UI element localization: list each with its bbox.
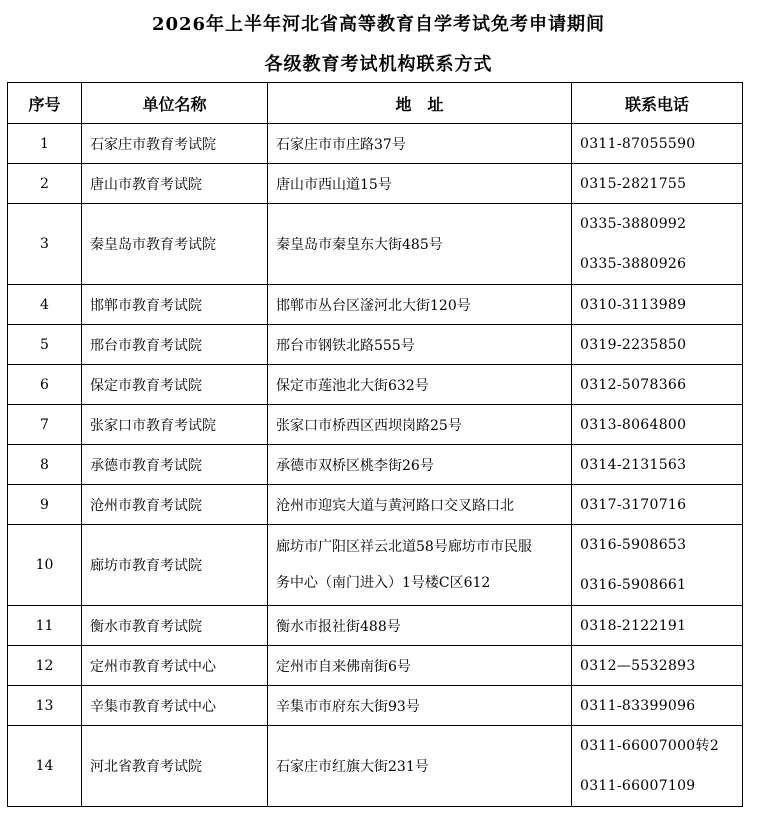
cell-address xyxy=(268,646,572,686)
cell-unit-name: 河北省教育考试院 xyxy=(82,726,268,807)
cell-address xyxy=(268,204,572,285)
cell-address xyxy=(268,365,572,405)
cell-unit-name: 石家庄市教育考试院 xyxy=(82,124,268,164)
address-line: 辛集市市府东大街93号 xyxy=(276,698,420,715)
cell-phone xyxy=(572,525,743,606)
phone-number: 0311-66007109 xyxy=(580,778,696,794)
cell-seq: 12 xyxy=(8,646,82,686)
cell-unit-name: 邢台市教育考试院 xyxy=(82,325,268,365)
header-name: 单位名称 xyxy=(82,83,268,124)
cell-address xyxy=(268,124,572,164)
cell-unit-name: 秦皇岛市教育考试院 xyxy=(82,204,268,285)
address-line: 沧州市迎宾大道与黄河路口交叉路口北 xyxy=(276,497,514,514)
table-body xyxy=(8,124,743,807)
cell-phone xyxy=(572,285,743,325)
table-row xyxy=(8,525,743,606)
address-line: 石家庄市市庄路37号 xyxy=(276,136,406,153)
cell-seq: 9 xyxy=(8,485,82,525)
cell-seq: 13 xyxy=(8,686,82,726)
address-line: 务中心（南门进入）1号楼C区612 xyxy=(276,575,491,591)
header-phone: 联系电话 xyxy=(572,83,743,124)
cell-unit-name: 张家口市教育考试院 xyxy=(82,405,268,445)
phone-number: 0310-3113989 xyxy=(580,296,687,313)
cell-unit-name: 沧州市教育考试院 xyxy=(82,485,268,525)
cell-seq: 7 xyxy=(8,405,82,445)
cell-phone xyxy=(572,124,743,164)
cell-seq: 3 xyxy=(8,204,82,285)
address-line: 秦皇岛市秦皇东大街485号 xyxy=(276,237,443,253)
phone-number: 0311-83399096 xyxy=(580,697,696,714)
cell-seq: 5 xyxy=(8,325,82,365)
cell-phone xyxy=(572,164,743,204)
cell-address xyxy=(268,445,572,485)
cell-unit-name: 邯郸市教育考试院 xyxy=(82,285,268,325)
address-line: 廊坊市广阳区祥云北道58号廊坊市市民服 xyxy=(276,539,532,555)
table-row xyxy=(8,686,743,726)
cell-unit-name: 定州市教育考试中心 xyxy=(82,646,268,686)
cell-seq: 2 xyxy=(8,164,82,204)
cell-address xyxy=(268,485,572,525)
table-row xyxy=(8,726,743,807)
table-row xyxy=(8,405,743,445)
cell-phone xyxy=(572,485,743,525)
cell-phone xyxy=(572,325,743,365)
phone-number: 0335-3880992 xyxy=(580,216,687,232)
header-seq: 序号 xyxy=(8,83,82,124)
contact-table xyxy=(7,82,743,807)
phone-number: 0316-5908653 xyxy=(580,537,687,553)
table-row xyxy=(8,285,743,325)
cell-phone xyxy=(572,445,743,485)
table-row xyxy=(8,606,743,646)
address-line: 唐山市西山道15号 xyxy=(276,176,392,193)
cell-seq: 10 xyxy=(8,525,82,606)
phone-number: 0311-87055590 xyxy=(580,135,696,152)
cell-seq: 11 xyxy=(8,606,82,646)
address-line: 定州市自来佛南街6号 xyxy=(276,658,411,675)
cell-seq: 8 xyxy=(8,445,82,485)
cell-address xyxy=(268,285,572,325)
cell-address xyxy=(268,405,572,445)
cell-address xyxy=(268,525,572,606)
cell-seq: 14 xyxy=(8,726,82,807)
cell-phone xyxy=(572,365,743,405)
address-line: 衡水市报社街488号 xyxy=(276,618,401,635)
phone-number: 0313-8064800 xyxy=(580,416,687,433)
document-title-line1: 2026年上半年河北省高等教育自学考试免考申请期间 xyxy=(151,14,606,35)
phone-number: 0311-66007000转2 xyxy=(580,738,720,754)
cell-phone xyxy=(572,606,743,646)
cell-unit-name: 唐山市教育考试院 xyxy=(82,164,268,204)
cell-address xyxy=(268,325,572,365)
address-line: 邯郸市丛台区滏河北大街120号 xyxy=(276,297,471,314)
cell-address xyxy=(268,164,572,204)
cell-unit-name: 辛集市教育考试中心 xyxy=(82,686,268,726)
address-line: 承德市双桥区桃李街26号 xyxy=(276,457,434,474)
cell-phone xyxy=(572,405,743,445)
cell-phone xyxy=(572,646,743,686)
document-title-line2: 各级教育考试机构联系方式 xyxy=(264,54,493,75)
table-row xyxy=(8,164,743,204)
table-header-row xyxy=(8,83,743,124)
cell-unit-name: 保定市教育考试院 xyxy=(82,365,268,405)
phone-number: 0316-5908661 xyxy=(580,577,687,593)
phone-number: 0314-2131563 xyxy=(580,456,687,473)
cell-address xyxy=(268,686,572,726)
table-row xyxy=(8,365,743,405)
header-address: 地 址 xyxy=(268,83,572,124)
table-row xyxy=(8,124,743,164)
phone-number: 0312—5532893 xyxy=(580,657,696,674)
cell-address xyxy=(268,606,572,646)
phone-number: 0317-3170716 xyxy=(580,496,687,513)
cell-phone xyxy=(572,686,743,726)
phone-number: 0335-3880926 xyxy=(580,256,687,272)
cell-seq: 1 xyxy=(8,124,82,164)
address-line: 邢台市钢铁北路555号 xyxy=(276,337,415,354)
phone-number: 0319-2235850 xyxy=(580,336,687,353)
address-line: 张家口市桥西区西坝岗路25号 xyxy=(276,417,462,434)
cell-seq: 6 xyxy=(8,365,82,405)
table-row xyxy=(8,485,743,525)
cell-unit-name: 衡水市教育考试院 xyxy=(82,606,268,646)
phone-number: 0318-2122191 xyxy=(580,617,687,634)
cell-phone xyxy=(572,726,743,807)
cell-unit-name: 承德市教育考试院 xyxy=(82,445,268,485)
table-row xyxy=(8,646,743,686)
address-line: 保定市莲池北大街632号 xyxy=(276,377,429,394)
address-line: 石家庄市红旗大街231号 xyxy=(276,759,429,775)
phone-number: 0315-2821755 xyxy=(580,175,687,192)
phone-number: 0312-5078366 xyxy=(580,376,687,393)
table-row xyxy=(8,204,743,285)
cell-unit-name: 廊坊市教育考试院 xyxy=(82,525,268,606)
cell-address xyxy=(268,726,572,807)
table-row xyxy=(8,325,743,365)
table-row xyxy=(8,445,743,485)
cell-seq: 4 xyxy=(8,285,82,325)
cell-phone xyxy=(572,204,743,285)
